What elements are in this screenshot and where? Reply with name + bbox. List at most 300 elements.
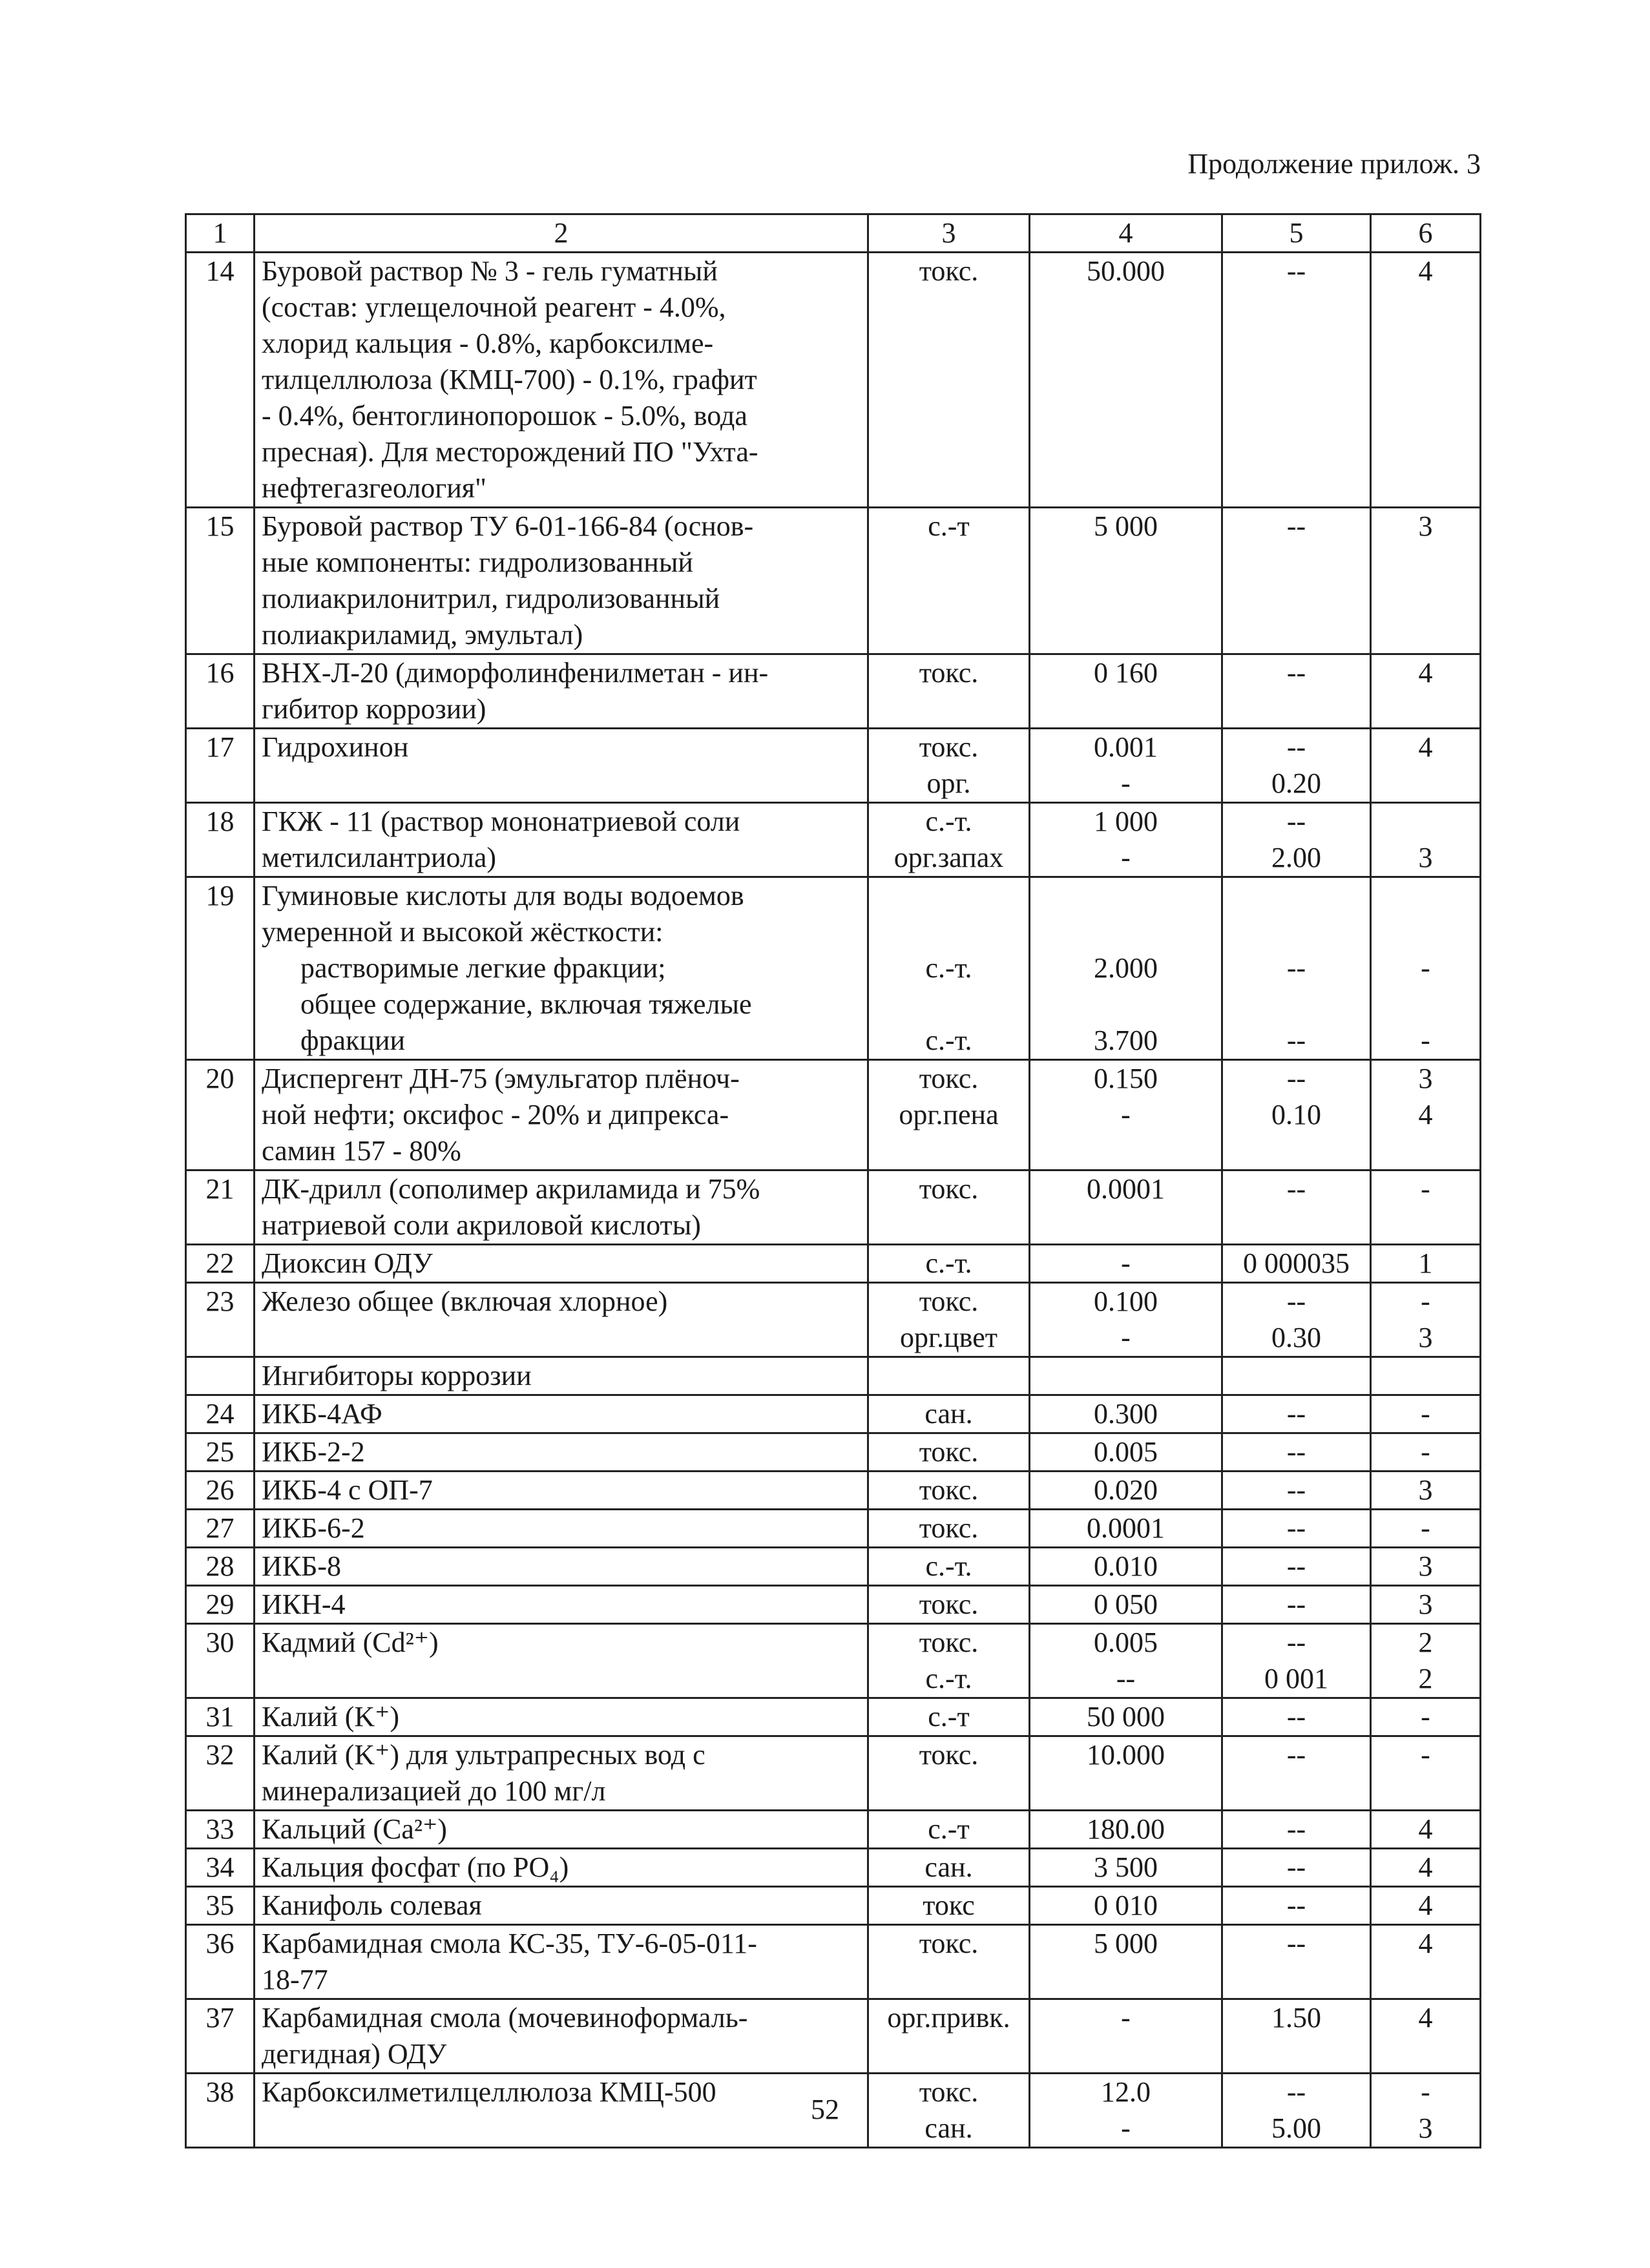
row-number-text: 22 — [205, 1247, 235, 1279]
cell-c5 — [1222, 1510, 1371, 1548]
cell-value: 0 160 — [1094, 657, 1158, 689]
cell-c4 — [1030, 1698, 1222, 1736]
cell-value: 4 — [1418, 255, 1433, 287]
row-number-text: 32 — [205, 1739, 235, 1771]
cell-value: токс — [923, 1889, 975, 1921]
cell-value: 0.20 — [1271, 767, 1321, 799]
cell-value: -- — [1286, 510, 1306, 542]
cell-c5 — [1222, 1586, 1371, 1624]
cell-value: -- — [1286, 1285, 1306, 1317]
row-number-text: 25 — [205, 1436, 235, 1468]
row-number-text: 34 — [205, 1851, 235, 1883]
cell-value: с.-т — [928, 510, 970, 542]
row-number-text: 23 — [205, 1285, 235, 1317]
cell-value — [869, 1358, 1029, 1394]
description-line: ДК-дрилл (сополимер акриламида и 75% — [262, 1173, 760, 1205]
description-line: хлорид кальция - 0.8%, карбоксилме- — [262, 328, 714, 359]
row-number-text: 16 — [205, 657, 235, 689]
cell-value: 50 000 — [1087, 1701, 1165, 1732]
cell-value: 3 — [1418, 842, 1433, 873]
cell-c3 — [868, 1060, 1030, 1170]
cell-c4 — [1030, 1510, 1222, 1548]
substance-description — [255, 1586, 868, 1624]
row-number — [186, 508, 255, 654]
cell-value: - — [1421, 1512, 1430, 1544]
table-row — [186, 1624, 1481, 1698]
cell-c4 — [1030, 508, 1222, 654]
cell-value: орг.запах — [893, 842, 1004, 873]
table-row — [186, 877, 1481, 1060]
table-row — [186, 1283, 1481, 1357]
cell-value: 4 — [1418, 1889, 1433, 1921]
cell-value: токс. — [919, 731, 979, 763]
cell-value: с.-т. — [925, 1550, 972, 1582]
description-line: гибитор коррозии) — [262, 693, 486, 725]
cell-value: 1 000 — [1094, 806, 1158, 837]
cell-value — [1372, 1358, 1479, 1394]
cell-value: с.-т. — [925, 1247, 972, 1279]
description-line: ИКБ-2-2 — [262, 1436, 365, 1468]
row-number — [186, 1887, 255, 1925]
description-line — [255, 1320, 867, 1356]
cell-c3 — [868, 729, 1030, 803]
cell-value: 2.00 — [1271, 842, 1321, 873]
cell-c3 — [868, 1698, 1030, 1736]
cell-c3 — [868, 1395, 1030, 1433]
table-row — [186, 1548, 1481, 1586]
cell-c5 — [1222, 803, 1371, 877]
cell-value: 3 — [1418, 2112, 1433, 2144]
cell-c5 — [1222, 253, 1371, 508]
cell-value: - — [1121, 767, 1131, 799]
description-line: Кальция фосфат (по PO₄) — [262, 1851, 569, 1883]
cell-value: -- — [1286, 1512, 1306, 1544]
cell-c6 — [1371, 1887, 1481, 1925]
description-line: ИКБ-6-2 — [262, 1512, 365, 1544]
cell-value: 1.50 — [1271, 2002, 1321, 2034]
substance-description — [255, 1283, 868, 1357]
table-row — [186, 1357, 1481, 1395]
cell-value: 4 — [1418, 1928, 1433, 1959]
cell-value: 2 — [1418, 1627, 1433, 1658]
row-number-text: 28 — [205, 1550, 235, 1582]
description-line: Карбоксилметилцеллюлоза КМЦ-500 — [262, 2076, 716, 2108]
cell-value: токс. — [919, 1436, 979, 1468]
cell-c4 — [1030, 1395, 1222, 1433]
cell-value: -- — [1286, 1889, 1306, 1921]
description-line: ВНХ-Л-20 (диморфолинфенилметан - ин- — [262, 657, 769, 689]
substance-description — [255, 1624, 868, 1698]
cell-c3 — [868, 1736, 1030, 1811]
row-number — [186, 1999, 255, 2074]
description-line: дегидная) ОДУ — [262, 2038, 447, 2070]
column-header: 6 — [1371, 214, 1481, 253]
description-line: ИКБ-8 — [262, 1550, 342, 1582]
cell-value: 3 500 — [1094, 1851, 1158, 1883]
cell-value: 4 — [1418, 1851, 1433, 1883]
cell-value: токс. — [919, 255, 979, 287]
row-number — [186, 1811, 255, 1849]
cell-value: -- — [1286, 1701, 1306, 1732]
cell-c6 — [1371, 1170, 1481, 1245]
cell-value: -- — [1286, 1025, 1306, 1056]
cell-value: 3.700 — [1094, 1025, 1158, 1056]
cell-c6 — [1371, 729, 1481, 803]
column-header: 1 — [186, 214, 255, 253]
description-line: ИКБ-4 с ОП-7 — [262, 1474, 433, 1506]
cell-value: 0.10 — [1271, 1099, 1321, 1130]
row-number — [186, 1357, 255, 1395]
cell-value — [1030, 878, 1221, 914]
description-line: - 0.4%, бентоглинопорошок - 5.0%, вода — [262, 400, 747, 432]
cell-value: -- — [1286, 657, 1306, 689]
cell-value: сан. — [924, 1851, 973, 1883]
cell-value — [1372, 914, 1479, 950]
description-line: минерализацией до 100 мг/л — [262, 1775, 606, 1807]
cell-value: - — [1421, 1436, 1430, 1468]
cell-c6 — [1371, 1811, 1481, 1849]
cell-c5 — [1222, 654, 1371, 729]
substance-description — [255, 253, 868, 508]
cell-c3 — [868, 1887, 1030, 1925]
cell-c3 — [868, 1925, 1030, 1999]
cell-c5 — [1222, 1357, 1371, 1395]
description-line: Ингибиторы коррозии — [262, 1360, 532, 1391]
table-row — [186, 1736, 1481, 1811]
table-row — [186, 803, 1481, 877]
cell-value: - — [1421, 2076, 1430, 2108]
row-number — [186, 1510, 255, 1548]
cell-value: 3 — [1418, 1550, 1433, 1582]
cell-value: - — [1121, 842, 1131, 873]
row-number-text: 18 — [205, 806, 235, 837]
row-number-text: 19 — [205, 880, 235, 911]
cell-c6 — [1371, 1357, 1481, 1395]
cell-c5 — [1222, 1999, 1371, 2074]
cell-value: орг.пена — [899, 1099, 999, 1130]
substance-description — [255, 1395, 868, 1433]
cell-c3 — [868, 877, 1030, 1060]
cell-value: токс. — [919, 1588, 979, 1620]
row-number — [186, 1245, 255, 1283]
table-row — [186, 1433, 1481, 1472]
cell-c4 — [1030, 1170, 1222, 1245]
row-number — [186, 1698, 255, 1736]
cell-value: токс. — [919, 1739, 979, 1771]
substance-description — [255, 1472, 868, 1510]
cell-c3 — [868, 1811, 1030, 1849]
cell-value — [1372, 986, 1479, 1023]
cell-c5 — [1222, 1170, 1371, 1245]
cell-c4 — [1030, 1999, 1222, 2074]
substance-description — [255, 1060, 868, 1170]
row-number — [186, 1736, 255, 1811]
cell-c6 — [1371, 1472, 1481, 1510]
cell-value — [869, 986, 1029, 1023]
description-line: ИКБ-4АФ — [262, 1398, 382, 1430]
cell-c3 — [868, 654, 1030, 729]
cell-value: -- — [1116, 1663, 1136, 1694]
column-header: 5 — [1222, 214, 1371, 253]
substance-description — [255, 1245, 868, 1283]
cell-value: 0.020 — [1094, 1474, 1158, 1506]
cell-value: токс. — [919, 1285, 979, 1317]
cell-value: с.-т. — [925, 1025, 972, 1056]
cell-c3 — [868, 803, 1030, 877]
cell-c3 — [868, 1510, 1030, 1548]
row-number-text: 17 — [205, 731, 235, 763]
cell-value: 3 — [1418, 1063, 1433, 1094]
row-number-text: 14 — [205, 255, 235, 287]
description-line: ные компоненты: гидролизованный — [262, 546, 693, 578]
cell-value: 0.005 — [1094, 1627, 1158, 1658]
cell-c3 — [868, 1999, 1030, 2074]
cell-c5 — [1222, 1283, 1371, 1357]
description-line: Кадмий (Cd²⁺) — [262, 1627, 439, 1658]
cell-value: - — [1421, 1173, 1430, 1205]
description-line: ной нефти; оксифос - 20% и дипрекса- — [262, 1099, 729, 1130]
cell-c4 — [1030, 1624, 1222, 1698]
cell-value: -- — [1286, 806, 1306, 837]
cell-value: - — [1421, 1285, 1430, 1317]
column-header-row — [186, 214, 1481, 253]
table-row — [186, 508, 1481, 654]
description-line: Буровой раствор № 3 - гель гуматный — [262, 255, 718, 287]
cell-c4 — [1030, 1060, 1222, 1170]
table-row — [186, 1999, 1481, 2074]
cell-value: 3 — [1418, 1588, 1433, 1620]
description-line: Калий (K⁺) — [262, 1701, 400, 1732]
cell-value: 1 — [1418, 1247, 1433, 1279]
row-number-text: 35 — [205, 1889, 235, 1921]
cell-value: 12.0 — [1101, 2076, 1151, 2108]
cell-value: токс. — [919, 1512, 979, 1544]
cell-value: токс. — [919, 1173, 979, 1205]
cell-value: 0.010 — [1094, 1550, 1158, 1582]
cell-value: - — [1421, 1701, 1430, 1732]
cell-c5 — [1222, 1433, 1371, 1472]
cell-c6 — [1371, 1510, 1481, 1548]
cell-value: - — [1421, 1398, 1430, 1430]
row-number — [186, 1060, 255, 1170]
cell-value: 4 — [1418, 657, 1433, 689]
cell-value: токс. — [919, 657, 979, 689]
cell-value: токс. — [919, 1627, 979, 1658]
cell-c6 — [1371, 803, 1481, 877]
row-number — [186, 1849, 255, 1887]
cell-c4 — [1030, 1357, 1222, 1395]
cell-value: 4 — [1418, 731, 1433, 763]
substance-description — [255, 1548, 868, 1586]
table-row — [186, 654, 1481, 729]
description-line: (состав: углещелочной реагент - 4.0%, — [262, 291, 726, 323]
substance-description — [255, 508, 868, 654]
table-row — [186, 1170, 1481, 1245]
substance-description — [255, 1433, 868, 1472]
row-number — [186, 1433, 255, 1472]
table-row — [186, 1245, 1481, 1283]
cell-c6 — [1371, 1060, 1481, 1170]
cell-c3 — [868, 1624, 1030, 1698]
cell-c5 — [1222, 1811, 1371, 1849]
row-number — [186, 1925, 255, 1999]
cell-value: - — [1421, 952, 1430, 984]
cell-value: 50.000 — [1087, 255, 1165, 287]
cell-c4 — [1030, 253, 1222, 508]
cell-value: 0.001 — [1094, 731, 1158, 763]
cell-value — [1223, 986, 1370, 1023]
cell-value: -- — [1286, 1851, 1306, 1883]
cell-value: - — [1421, 1739, 1430, 1771]
cell-value: -- — [1286, 1627, 1306, 1658]
row-number — [186, 1472, 255, 1510]
cell-value: -- — [1286, 1928, 1306, 1959]
cell-value — [869, 878, 1029, 914]
cell-value — [1223, 914, 1370, 950]
cell-value: 5.00 — [1271, 2112, 1321, 2144]
cell-value: 3 — [1418, 1474, 1433, 1506]
cell-c3 — [868, 1283, 1030, 1357]
cell-c5 — [1222, 1245, 1371, 1283]
column-header: 4 — [1030, 214, 1222, 253]
cell-c5 — [1222, 1849, 1371, 1887]
cell-c6 — [1371, 1999, 1481, 2074]
cell-value: -- — [1286, 1436, 1306, 1468]
row-number-text: 15 — [205, 510, 235, 542]
cell-value — [1223, 878, 1370, 914]
description-line: Канифоль солевая — [262, 1889, 482, 1921]
cell-value — [1030, 986, 1221, 1023]
description-line: пресная). Для месторождений ПО "Ухта- — [262, 436, 758, 468]
cell-value: 3 — [1418, 510, 1433, 542]
row-number-text: 26 — [205, 1474, 235, 1506]
column-header: 2 — [255, 214, 868, 253]
description-line: ИКН-4 — [262, 1588, 346, 1620]
row-number — [186, 729, 255, 803]
cell-c4 — [1030, 1586, 1222, 1624]
description-line: Железо общее (включая хлорное) — [262, 1285, 668, 1317]
cell-c6 — [1371, 1395, 1481, 1433]
row-number-text: 36 — [205, 1928, 235, 1959]
cell-c4 — [1030, 1283, 1222, 1357]
cell-c6 — [1371, 1586, 1481, 1624]
cell-value: с.-т. — [925, 1663, 972, 1694]
cell-value: 0 000035 — [1243, 1247, 1350, 1279]
cell-value: 0 010 — [1094, 1889, 1158, 1921]
table-row — [186, 1887, 1481, 1925]
continuation-note: Продолжение прилож. 3 — [1187, 148, 1481, 180]
cell-value: - — [1421, 1025, 1430, 1056]
cell-value: 4 — [1418, 1813, 1433, 1845]
cell-value: орг.привк. — [887, 2002, 1010, 2034]
cell-c6 — [1371, 1736, 1481, 1811]
description-line: Диспергент ДН-75 (эмульгатор плёноч- — [262, 1063, 740, 1094]
table-row — [186, 1395, 1481, 1433]
cell-value: 0.0001 — [1087, 1512, 1165, 1544]
cell-value: 0.100 — [1094, 1285, 1158, 1317]
cell-c6 — [1371, 1433, 1481, 1472]
cell-c6 — [1371, 654, 1481, 729]
row-number-text: 37 — [205, 2002, 235, 2034]
description-line: Буровой раствор ТУ 6-01-166-84 (основ- — [262, 510, 754, 542]
row-number — [186, 1170, 255, 1245]
description-line: Карбамидная смола КС-35, ТУ-6-05-011- — [262, 1928, 757, 1959]
description-line: умеренной и высокой жёсткости: — [262, 916, 663, 948]
cell-c3 — [868, 1245, 1030, 1283]
cell-c5 — [1222, 729, 1371, 803]
cell-value: 4 — [1418, 1099, 1433, 1130]
cell-c3 — [868, 1586, 1030, 1624]
cell-value: -- — [1286, 1813, 1306, 1845]
substance-description — [255, 1357, 868, 1395]
cell-c5 — [1222, 1624, 1371, 1698]
substance-description — [255, 803, 868, 877]
page-number: 52 — [811, 2094, 839, 2125]
description-line: ГКЖ - 11 (раствор мононатриевой соли — [262, 806, 740, 837]
cell-value: орг. — [926, 767, 971, 799]
description-line: полиакрилонитрил, гидролизованный — [262, 583, 720, 614]
cell-value: - — [1121, 1099, 1131, 1130]
cell-c6 — [1371, 253, 1481, 508]
cell-c4 — [1030, 1849, 1222, 1887]
cell-c3 — [868, 1357, 1030, 1395]
cell-value: токс. — [919, 2076, 979, 2108]
cell-c3 — [868, 508, 1030, 654]
cell-c4 — [1030, 1245, 1222, 1283]
cell-value: -- — [1286, 952, 1306, 984]
substance-description — [255, 1811, 868, 1849]
description-line: натриевой соли акриловой кислоты) — [262, 1209, 701, 1241]
row-number-text: 27 — [205, 1512, 235, 1544]
cell-c4 — [1030, 1472, 1222, 1510]
cell-value: -- — [1286, 1474, 1306, 1506]
cell-c6 — [1371, 1283, 1481, 1357]
cell-c6 — [1371, 877, 1481, 1060]
cell-value: -- — [1286, 1588, 1306, 1620]
cell-value: - — [1121, 2112, 1131, 2144]
cell-value: 10.000 — [1087, 1739, 1165, 1771]
cell-value: с.-т — [928, 1813, 970, 1845]
cell-c5 — [1222, 508, 1371, 654]
cell-c5 — [1222, 1472, 1371, 1510]
cell-c6 — [1371, 1245, 1481, 1283]
cell-c6 — [1371, 1925, 1481, 1999]
row-number-text: 29 — [205, 1588, 235, 1620]
row-number-text: 30 — [205, 1627, 235, 1658]
cell-c4 — [1030, 1433, 1222, 1472]
cell-c6 — [1371, 1698, 1481, 1736]
table-row — [186, 1060, 1481, 1170]
substance-description — [255, 654, 868, 729]
cell-value — [1372, 765, 1479, 802]
table-row — [186, 1472, 1481, 1510]
cell-c3 — [868, 1472, 1030, 1510]
description-line: общее содержание, включая тяжелые — [300, 988, 752, 1020]
cell-c5 — [1222, 877, 1371, 1060]
description-line: 18-77 — [262, 1964, 328, 1995]
description-line: Гуминовые кислоты для воды водоемов — [262, 880, 744, 911]
table-row — [186, 253, 1481, 508]
cell-c3 — [868, 1849, 1030, 1887]
cell-c4 — [1030, 654, 1222, 729]
cell-value: 2 — [1418, 1663, 1433, 1694]
table-row — [186, 1698, 1481, 1736]
description-line: тилцеллюлоза (КМЦ-700) - 0.1%, графит — [262, 364, 757, 395]
cell-value — [1030, 914, 1221, 950]
cell-value: -- — [1286, 1173, 1306, 1205]
description-line — [255, 1661, 867, 1697]
cell-value: токс. — [919, 1474, 979, 1506]
